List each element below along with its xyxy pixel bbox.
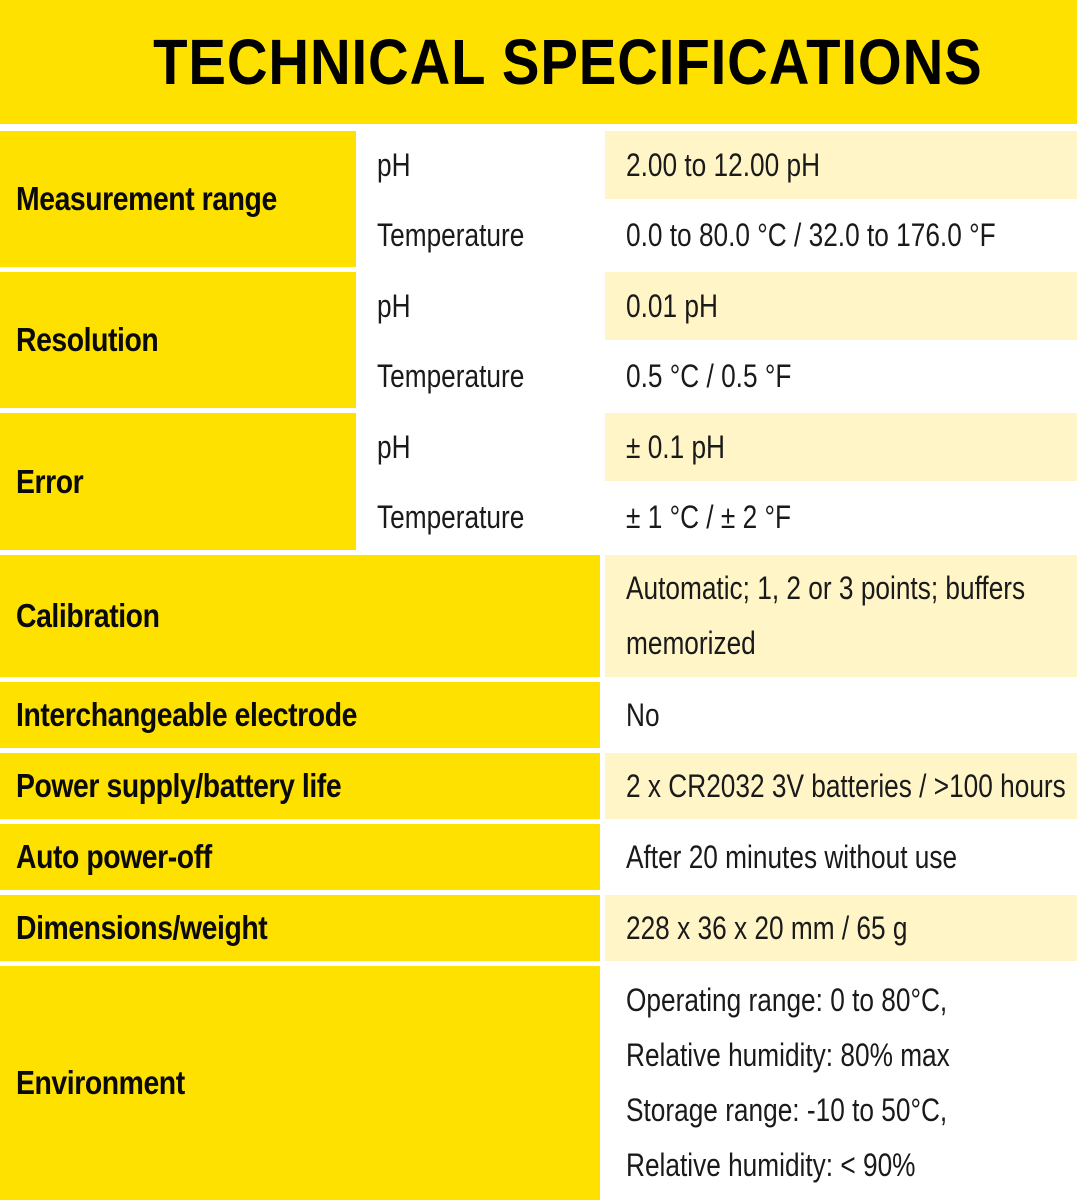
spec-value-error-temperature: ± 1 °C / ± 2 °F [605,485,1077,550]
spec-sublabel-temperature: Temperature [356,485,600,550]
calibration-line: Automatic; 1, 2 or 3 points; buffers [626,570,1026,606]
spec-label-power-supply: Power supply/battery life [0,753,600,819]
spec-value-dimensions: 228 x 36 x 20 mm / 65 g [605,895,1077,961]
spec-label-dimensions: Dimensions/weight [0,895,600,961]
spec-label-resolution: Resolution [0,272,356,408]
spec-sublabel-ph: pH [356,272,600,340]
page-title: TECHNICAL SPECIFICATIONS [153,26,983,98]
spec-value-measurement-ph: 2.00 to 12.00 pH [605,131,1077,199]
spec-value-error-ph: ± 0.1 pH [605,413,1077,481]
environment-line: Operating range: 0 to 80°C, [626,982,948,1018]
environment-line: Relative humidity: 80% max [626,1037,950,1073]
spec-label-environment: Environment [0,966,600,1200]
spec-sublabel-ph: pH [356,131,600,199]
calibration-line: memorized [626,625,756,661]
spec-label-measurement-range: Measurement range [0,131,356,267]
spec-label-calibration: Calibration [0,555,600,677]
spec-value-resolution-temperature: 0.5 °C / 0.5 °F [605,344,1077,408]
title-bar [0,0,1077,124]
spec-sublabel-temperature: Temperature [356,344,600,408]
spec-label-auto-power-off: Auto power-off [0,824,600,890]
spec-label-error: Error [0,413,356,550]
spec-value-measurement-temperature: 0.0 to 80.0 °C / 32.0 to 176.0 °F [605,203,1077,267]
spec-value-resolution-ph: 0.01 pH [605,272,1077,340]
spec-value-power-supply: 2 x CR2032 3V batteries / >100 hours [605,753,1077,819]
spec-value-interchangeable-electrode: No [605,682,1077,748]
spec-value-auto-power-off: After 20 minutes without use [605,824,1077,890]
spec-value-calibration [605,555,1077,677]
spec-sublabel-ph: pH [356,413,600,481]
spec-value-environment [605,966,1077,1200]
environment-line: Relative humidity: < 90% [626,1147,916,1183]
environment-line: Storage range: -10 to 50°C, [626,1092,948,1128]
spec-sublabel-temperature: Temperature [356,203,600,267]
spec-label-interchangeable-electrode: Interchangeable electrode [0,682,600,748]
